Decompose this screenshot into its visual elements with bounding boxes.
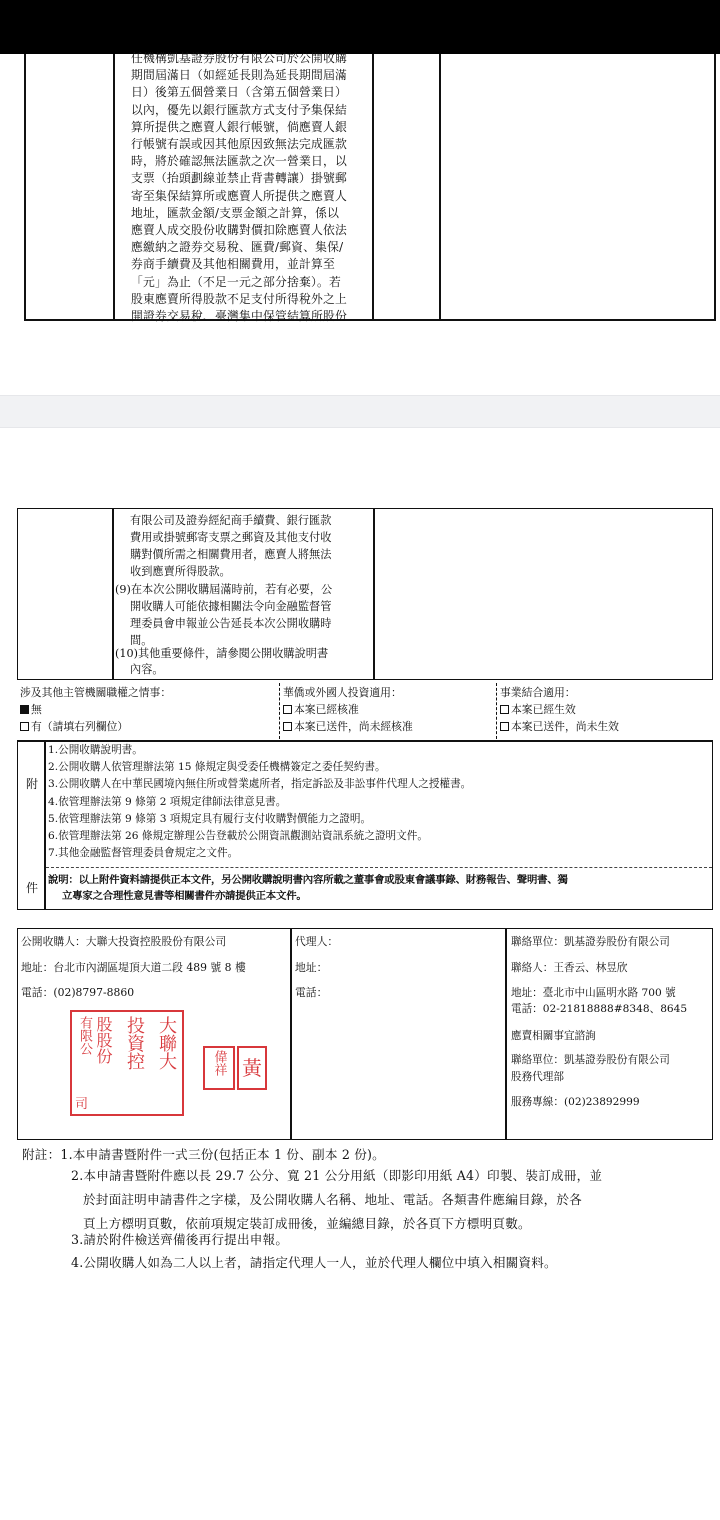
- empty-box-icon: [500, 722, 509, 731]
- merger-heading: 事業結合適用：: [500, 686, 576, 699]
- list-item: 1.公開收購說明書。: [48, 744, 143, 756]
- agent-address: 地址：: [295, 961, 328, 974]
- acquirer-phone: 電話：(02)8797-8860: [21, 986, 135, 999]
- empty-box-icon: [283, 705, 292, 714]
- empty-box-icon: [283, 722, 292, 731]
- representative-seal-1: 偉祥: [203, 1046, 235, 1090]
- footnote-2: 2.本申請書暨附件應以長 29.7 公分、寬 21 公分用紙（即影印用紙 A4）印製、裝訂成冊，並 於封面註明申請書件之字樣，及公開收購人名稱、地址、電話。各類書件應編目錄，於各 頁上方標明頁數，依前項規定裝訂成冊後，並編總目錄，於各頁下方標明頁數。: [71, 1168, 603, 1231]
- contact-unit-2: 聯絡單位：凱基證券股份有限公司 股務代理部: [511, 1054, 670, 1083]
- continued-condition-text: 有限公司及證券經紀商手續費、銀行匯款 費用或掛號郵寄支票之郵資及其他支付收 購對價所需之相關費用者，應賣人將無法 收到應賣所得股款。: [130, 514, 332, 578]
- overseas-opt2-checkbox[interactable]: 本案已送件，尚未經核准: [283, 719, 413, 735]
- company-seal: 大聯大 投資控 股股份 有限公 司: [70, 1010, 184, 1116]
- checked-box-icon: [20, 705, 29, 714]
- list-item: 6.依管理辦法第 26 條規定辦理公告登載於公開資訊觀測站資訊系統之證明文件。: [48, 830, 428, 843]
- authority-heading: 涉及其他主管機關職權之情事：: [20, 686, 172, 699]
- footnote-4: 4.公開收購人如為二人以上者，請指定代理人一人，並於代理人欄位中填入相關資料。: [71, 1255, 557, 1270]
- contact-unit: 聯絡單位：凱基證券股份有限公司: [511, 936, 670, 948]
- page-separator: [0, 395, 720, 428]
- attachments-note: 說明：以上附件資料請提供正本文件，另公開收購說明書內容所載之董事會或股東會議事錄、財務報告、聲明書、獨 立專家之合理性意見書等相關書件亦請提供正本文件。: [48, 874, 568, 902]
- representative-seal-2: 黃: [237, 1046, 267, 1090]
- merger-opt1-checkbox[interactable]: 本案已經生效: [500, 702, 576, 718]
- authority-has-checkbox[interactable]: 有（請填右列欄位）: [20, 719, 128, 735]
- attachments-list: [48, 742, 471, 862]
- agent-name: 代理人：: [295, 935, 339, 948]
- status-bar: [0, 0, 720, 54]
- authority-none-checkbox[interactable]: 無: [20, 702, 42, 718]
- contact-address: 地址：臺北市中山區明水路 700 號: [511, 987, 676, 999]
- acquirer-address: 地址：台北市內湖區堤頂大道二段 489 號 8 樓: [21, 961, 246, 974]
- contact-person: 聯絡人：王香云、林昱欣: [511, 962, 628, 974]
- page1-text-block: 任機構凱基證券股份有限公司於公開收購 期間屆滿日（如經延長則為延長期間屆滿 日）後第五個營業日（含第五個營業日） 以內，優先以銀行匯款方式支付予集保結 算所提供之應賣人銀行帳號，倘應賣人銀 行帳號有誤或因其他原因致無法完成匯款 時，將於確認無法匯款之次一營業日，以 支票（抬頭劃線並禁止背書轉讓）掛號郵 寄至集保結算所或應賣人所提供之應賣人 地址，匯款金額/支票金額之計算，係以 應賣人成交股份收購對價扣除應賣人依法 應繳納之證券交易稅、匯費/郵資、集保/ 券商手續費及其他相關費用，並計算至 「元」為止（不足一元之部分捨棄）。若 股東應賣所得股款不足支付所得稅外之上 開證券交易稅、臺灣集中保管結算所股份: [131, 51, 347, 324]
- contact-consult: 應賣相關事宜諮詢: [511, 1030, 596, 1042]
- overseas-heading: 華僑或外國人投資適用：: [283, 686, 402, 699]
- overseas-opt1-checkbox[interactable]: 本案已經核准: [283, 702, 359, 718]
- empty-box-icon: [20, 722, 29, 731]
- list-item: 3.公開收購人在中華民國境內無住所或營業處所者，指定訴訟及非訟事件代理人之授權書。: [48, 778, 472, 791]
- list-item: 7.其他金融監督管理委員會規定之文件。: [48, 847, 239, 860]
- empty-box-icon: [500, 705, 509, 714]
- contact-service: 服務專線：(02)23892999: [511, 1096, 640, 1108]
- footnote-1: 附註：1.本申請書暨附件一式三份(包括正本 1 份、副本 2 份)。: [22, 1147, 385, 1162]
- list-item: 4.依管理辦法第 9 條第 2 項規定律師法律意見書。: [48, 795, 287, 808]
- condition-item-10: (10)其他重要條件，請參閱公開收購說明書 內容。: [115, 647, 329, 676]
- list-item: 5.依管理辦法第 9 條第 3 項規定具有履行支付收購對價能力之證明。: [48, 812, 372, 825]
- agent-phone: 電話：: [295, 986, 328, 999]
- list-item: 2.公開收購人依管理辦法第 15 條規定與受委任機構簽定之委任契約書。: [48, 761, 386, 774]
- acquirer-name: 公開收購人：大聯大投資控股股份有限公司: [21, 935, 227, 948]
- attachments-label-2: 件: [26, 881, 39, 895]
- attachments-label-1: 附: [26, 777, 39, 791]
- contact-phone: 電話：02-21818888#8348、8645: [511, 1003, 688, 1015]
- footnote-3: 3.請於附件檢送齊備後再行提出申報。: [71, 1232, 289, 1247]
- merger-opt2-checkbox[interactable]: 本案已送件，尚未生效: [500, 719, 619, 735]
- condition-item-9: (9)在本次公開收購屆滿時前，若有必要，公 開收購人可能依據相關法令向金融監督管 理委員會申報並公告延長本次公開收購時 間。: [115, 583, 333, 647]
